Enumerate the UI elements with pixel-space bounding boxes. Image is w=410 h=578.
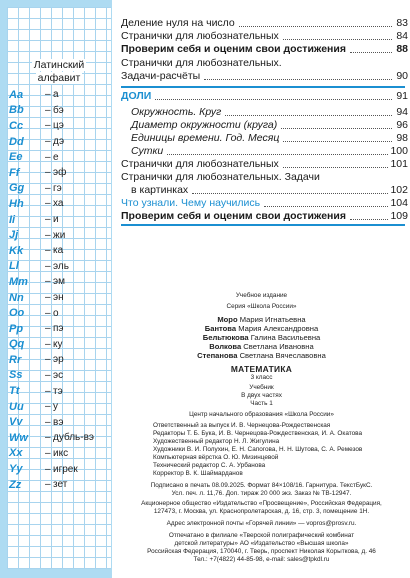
russian-name: у bbox=[53, 401, 58, 413]
alphabet-row bbox=[9, 305, 111, 321]
alphabet-row bbox=[9, 414, 111, 430]
latin-letter: Jj bbox=[9, 229, 19, 242]
russian-name: зет bbox=[53, 479, 68, 491]
toc-title: Задачи-расчёты bbox=[121, 70, 201, 82]
printed-at-line: Тел.: +7(4822) 44-85-98, e-mail: sales@tpkdl.ru bbox=[193, 556, 330, 563]
latin-letter: Dd bbox=[9, 135, 24, 148]
toc-title: Диаметр окружности (круга) bbox=[131, 119, 278, 131]
dash: – bbox=[45, 292, 51, 304]
alphabet-row bbox=[9, 430, 111, 446]
alphabet-row bbox=[9, 103, 111, 119]
toc-page: 104 bbox=[390, 197, 408, 209]
dash: – bbox=[45, 198, 51, 210]
russian-name: бэ bbox=[53, 104, 64, 116]
latin-letter: Ww bbox=[9, 431, 28, 444]
printed-at bbox=[113, 532, 410, 564]
toc-page: 84 bbox=[396, 30, 408, 42]
alphabet-list bbox=[9, 87, 111, 492]
dash: – bbox=[45, 245, 51, 257]
print-info-line: Усл. печ. л. 11,76. Доп. тираж 20 000 экз. Заказ № ТВ-12947. bbox=[171, 490, 352, 497]
toc-page: 88 bbox=[396, 43, 408, 55]
alphabet-row bbox=[9, 290, 111, 306]
dash: – bbox=[45, 401, 51, 413]
latin-letter: Gg bbox=[9, 182, 25, 195]
latin-letter: Pp bbox=[9, 322, 24, 335]
latin-letter: Ii bbox=[9, 213, 16, 226]
dash: – bbox=[45, 89, 51, 101]
toc-title: Сутки bbox=[131, 145, 164, 157]
author-first-name: Мария Игнатьевна bbox=[239, 315, 306, 324]
series-label: Серия «Школа России» bbox=[226, 303, 297, 310]
dash: – bbox=[45, 151, 51, 163]
russian-name: дубль-вэ bbox=[53, 432, 95, 444]
author-line bbox=[113, 315, 410, 324]
author-line bbox=[113, 342, 410, 351]
toc-row[interactable] bbox=[121, 30, 408, 43]
dash: – bbox=[45, 385, 51, 397]
toc-title: Странички для любознательных. Задачи bbox=[121, 171, 320, 183]
alphabet-row bbox=[9, 368, 111, 384]
russian-name: икс bbox=[53, 447, 69, 459]
toc-title: Странички для любознательных bbox=[121, 158, 279, 170]
alphabet-row bbox=[9, 383, 111, 399]
credit-line: Компьютерная вёрстка О. Ю. Мизинцевой bbox=[153, 454, 279, 461]
publisher-line: 127473, г. Москва, ул. Краснопролетарская, д. 16, стр. 3, помещение 1Н. bbox=[153, 508, 370, 515]
alphabet-row bbox=[9, 337, 111, 353]
center-label: Центр начального образования «Школа России» bbox=[189, 411, 334, 418]
credit-line: Ответственный за выпуск И. В. Чернецова-Рождественская bbox=[153, 422, 331, 429]
russian-name: игрек bbox=[53, 463, 78, 475]
dash: – bbox=[45, 276, 51, 288]
dash: – bbox=[45, 182, 51, 194]
dash: – bbox=[45, 104, 51, 116]
alphabet-title-line2: алфавит bbox=[37, 72, 81, 84]
latin-letter: Ff bbox=[9, 166, 20, 179]
toc-title: Проверим себя и оценим свои достижения bbox=[121, 210, 346, 222]
dash: – bbox=[45, 136, 51, 148]
author-first-name: Светлана Ивановна bbox=[243, 342, 314, 351]
russian-name: е bbox=[53, 151, 59, 163]
latin-letter: Yy bbox=[9, 463, 23, 476]
latin-letter: Mm bbox=[9, 275, 28, 288]
toc-page: 83 bbox=[396, 17, 408, 29]
alphabet-row bbox=[9, 477, 111, 493]
alphabet-row bbox=[9, 461, 111, 477]
latin-letter: Tt bbox=[9, 385, 20, 398]
alphabet-row bbox=[9, 243, 111, 259]
russian-name: жи bbox=[53, 229, 66, 241]
toc-row[interactable] bbox=[121, 158, 408, 171]
author-last-name: Бантова bbox=[204, 324, 237, 333]
toc-page: 94 bbox=[396, 106, 408, 118]
author-line bbox=[113, 351, 410, 360]
dash: – bbox=[45, 369, 51, 381]
parts-label: В двух частях bbox=[241, 392, 282, 399]
part-label: Часть 1 bbox=[250, 400, 273, 407]
russian-name: эф bbox=[53, 167, 67, 179]
toc-title: Странички для любознательных bbox=[121, 30, 279, 42]
russian-name: ка bbox=[53, 245, 64, 257]
alphabet-row bbox=[9, 181, 111, 197]
dash: – bbox=[45, 260, 51, 272]
toc-page: 98 bbox=[396, 132, 408, 144]
alphabet-row bbox=[9, 446, 111, 462]
toc-title: Единицы времени. Год. Месяц bbox=[131, 132, 280, 144]
russian-name: эль bbox=[53, 260, 69, 272]
alphabet-row bbox=[9, 212, 111, 228]
russian-name: и bbox=[53, 214, 59, 226]
toc-row[interactable] bbox=[121, 57, 408, 70]
toc-page: 91 bbox=[396, 90, 408, 102]
publisher-info bbox=[113, 500, 410, 516]
alphabet-row bbox=[9, 196, 111, 212]
toc-title: Что узнали. Чему научились bbox=[121, 197, 261, 209]
russian-name: о bbox=[53, 307, 59, 319]
imprint bbox=[113, 292, 410, 564]
credit-line: Технический редактор С. А. Урбанова bbox=[153, 462, 266, 469]
alphabet-row bbox=[9, 321, 111, 337]
toc-title: в картинках bbox=[131, 184, 189, 196]
russian-name: ку bbox=[53, 338, 63, 350]
print-info bbox=[113, 482, 410, 498]
printed-at-line: Отпечатано в филиале «Тверской полиграфический комбинат bbox=[168, 532, 355, 539]
toc-row[interactable] bbox=[121, 210, 408, 223]
print-info-line: Подписано в печать 08.09.2025. Формат 84×108/16. Гарнитура. ТекстБукС. bbox=[150, 482, 373, 489]
latin-letter: Ll bbox=[9, 260, 19, 273]
latin-letter: Uu bbox=[9, 400, 24, 413]
credit-line: Художники В. И. Полухин, Е. Н. Сапогова, Н. Н. Шутова, С. А. Ремезов bbox=[153, 446, 363, 453]
latin-letter: Xx bbox=[9, 447, 23, 460]
latin-letter: Qq bbox=[9, 338, 25, 351]
toc-row[interactable] bbox=[121, 184, 408, 197]
author-first-name: Светлана Вячеславовна bbox=[239, 351, 326, 360]
russian-name: гэ bbox=[53, 182, 62, 194]
dash: – bbox=[45, 323, 51, 335]
russian-name: дэ bbox=[53, 136, 65, 148]
russian-name: пэ bbox=[53, 323, 64, 335]
section-divider bbox=[121, 86, 405, 88]
alphabet-row bbox=[9, 274, 111, 290]
toc-page: 96 bbox=[396, 119, 408, 131]
alphabet-row bbox=[9, 352, 111, 368]
author-line bbox=[113, 324, 410, 333]
author-last-name: Степанова bbox=[197, 351, 238, 360]
toc-page: 100 bbox=[390, 145, 408, 157]
alphabet-row bbox=[9, 87, 111, 103]
toc-row[interactable] bbox=[121, 17, 408, 30]
section-divider bbox=[121, 224, 405, 226]
dash: – bbox=[45, 432, 51, 444]
credit-line: Художественный редактор Н. Л. Жигулина bbox=[153, 438, 280, 445]
latin-letter: Vv bbox=[9, 416, 23, 429]
latin-letter: Rr bbox=[9, 353, 22, 366]
type-label: Учебник bbox=[249, 384, 274, 391]
toc-row[interactable] bbox=[121, 171, 408, 184]
alphabet-row bbox=[9, 259, 111, 275]
author-last-name: Бельтюкова bbox=[202, 333, 249, 342]
latin-letter: Oo bbox=[9, 307, 25, 320]
russian-name: эн bbox=[53, 292, 64, 304]
toc-row[interactable] bbox=[121, 43, 408, 56]
edition-label: Учебное издание bbox=[235, 292, 288, 299]
credit-line: Редакторы Т. Б. Бука, И. В. Чернецова-Рождественская, И. А. Окатова bbox=[153, 430, 363, 437]
latin-letter: Ee bbox=[9, 151, 23, 164]
dash: – bbox=[45, 229, 51, 241]
authors-list bbox=[113, 315, 410, 360]
printed-at-line: детской литературы» АО «Издательство «Высшая школа» bbox=[174, 540, 349, 547]
toc-title: Окружность. Круг bbox=[131, 106, 222, 118]
toc-section-title: ДОЛИ bbox=[121, 90, 152, 102]
dash: – bbox=[45, 338, 51, 350]
alphabet-title bbox=[7, 59, 111, 85]
toc-row[interactable] bbox=[121, 132, 408, 145]
russian-name: а bbox=[53, 89, 59, 101]
toc-row[interactable] bbox=[121, 119, 408, 132]
russian-name: эр bbox=[53, 354, 64, 366]
latin-letter: Cc bbox=[9, 119, 24, 132]
toc-row[interactable] bbox=[121, 106, 408, 119]
alphabet-row bbox=[9, 165, 111, 181]
dash: – bbox=[45, 354, 51, 366]
toc-page: 90 bbox=[396, 70, 408, 82]
credits-list bbox=[113, 422, 410, 478]
toc-row[interactable] bbox=[121, 70, 408, 83]
printed-at-line: Российская Федерация, 170040, г. Тверь, проспект Николая Корыткова, д. 46 bbox=[147, 548, 376, 555]
toc-page: 101 bbox=[390, 158, 408, 170]
publisher-line: Акционерное общество «Издательство «Просвещение», Российская Федерация, bbox=[141, 500, 382, 507]
alphabet-row bbox=[9, 149, 111, 165]
russian-name: тэ bbox=[53, 385, 63, 397]
latin-letter: Ss bbox=[9, 369, 23, 382]
author-line bbox=[113, 333, 410, 342]
toc-row-section[interactable] bbox=[121, 90, 408, 103]
toc-title: Проверим себя и оценим свои достижения bbox=[121, 43, 346, 55]
alphabet-row bbox=[9, 399, 111, 415]
latin-letter: Kk bbox=[9, 244, 24, 257]
dash: – bbox=[45, 120, 51, 132]
latin-letter: Hh bbox=[9, 197, 24, 210]
russian-name: цэ bbox=[53, 120, 64, 132]
dash: – bbox=[45, 167, 51, 179]
author-last-name: Моро bbox=[217, 315, 238, 324]
latin-letter: Aa bbox=[9, 88, 24, 101]
alphabet-title-line1: Латинский bbox=[33, 59, 85, 71]
alphabet-row bbox=[9, 227, 111, 243]
toc-page: 109 bbox=[390, 210, 408, 222]
toc-title: Странички для любознательных. bbox=[121, 57, 282, 69]
alphabet-row bbox=[9, 134, 111, 150]
toc-page: 102 bbox=[390, 184, 408, 196]
author-last-name: Волкова bbox=[209, 342, 242, 351]
latin-letter: Nn bbox=[9, 291, 24, 304]
russian-name: ха bbox=[53, 198, 64, 210]
toc-title: Деление нуля на число bbox=[121, 17, 235, 29]
russian-name: вэ bbox=[53, 416, 64, 428]
toc-row[interactable] bbox=[121, 197, 408, 210]
author-first-name: Мария Александровна bbox=[238, 324, 319, 333]
dash: – bbox=[45, 479, 51, 491]
book-title: МАТЕМАТИКА bbox=[230, 364, 293, 374]
alphabet-grid bbox=[7, 7, 111, 569]
dash: – bbox=[45, 307, 51, 319]
dash: – bbox=[45, 447, 51, 459]
latin-letter: Zz bbox=[9, 478, 22, 491]
author-first-name: Галина Васильевна bbox=[250, 333, 321, 342]
russian-name: эм bbox=[53, 276, 65, 288]
russian-name: эс bbox=[53, 369, 64, 381]
hotline-email: Адрес электронной почты «Горячей линии» — vopros@prosv.ru. bbox=[166, 520, 357, 527]
alphabet-row bbox=[9, 118, 111, 134]
dash: – bbox=[45, 416, 51, 428]
grade-label: 3 класс bbox=[250, 374, 273, 381]
dash: – bbox=[45, 214, 51, 226]
toc-row[interactable] bbox=[121, 145, 408, 158]
latin-letter: Bb bbox=[9, 104, 24, 117]
alphabet-panel bbox=[0, 0, 112, 578]
credit-line: Корректор В. К. Шаймарданов bbox=[153, 470, 243, 477]
dash: – bbox=[45, 463, 51, 475]
